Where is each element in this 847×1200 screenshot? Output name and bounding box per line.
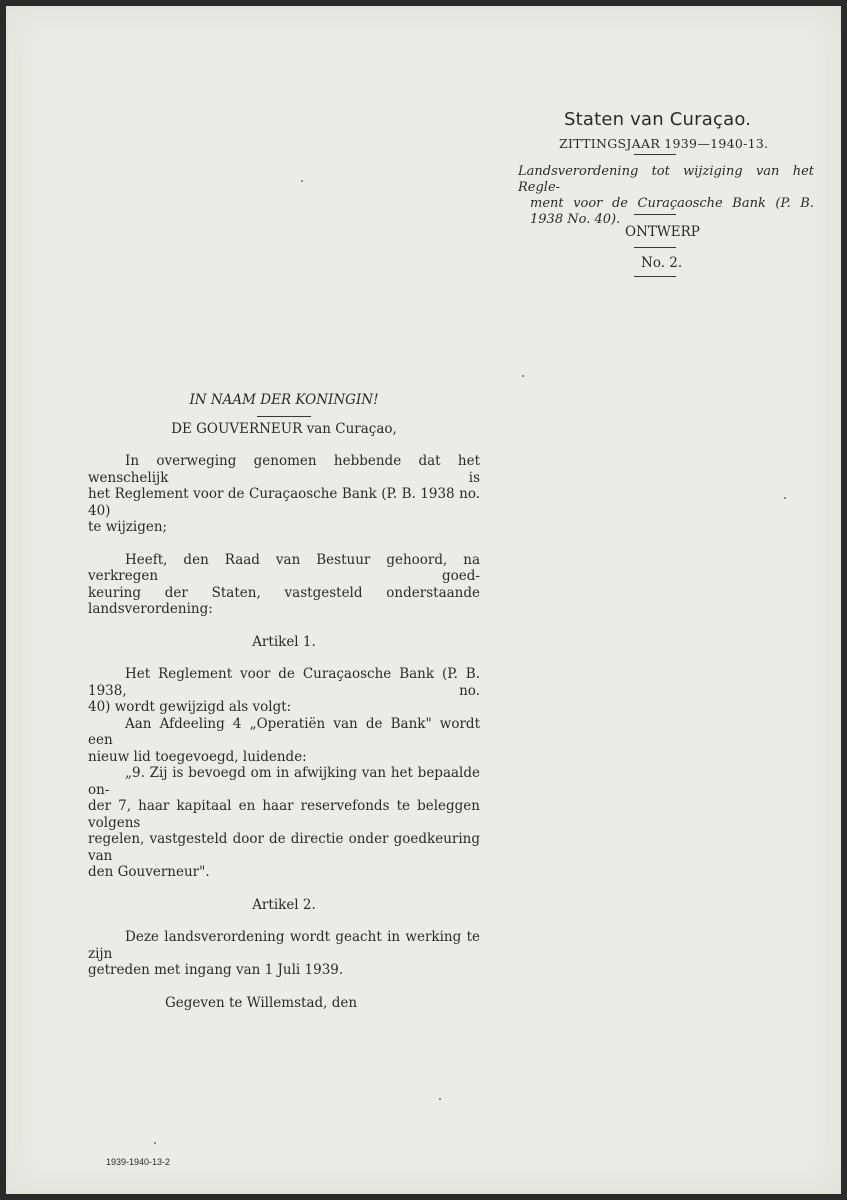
considering-paragraph: In overweging genomen hebbende dat het wenschelijk is het Reglement voor de Curaçaosche Bank (P. B. 1938 no. 40) te wijzigen; [88,453,480,535]
paper-speck [154,1142,156,1144]
divider [634,214,676,215]
paper-speck [439,1098,441,1100]
document-title: Staten van Curaçao. [564,109,752,130]
governor-line: DE GOUVERNEUR van Curaçao, [171,420,397,437]
draft-number: No. 2. [641,255,683,271]
article-2-title: Artikel 2. [252,896,316,913]
subject-heading [518,164,814,228]
print-code: 1939-1940-13-2 [106,1157,171,1167]
subject-line: 1938 No. 40). [530,212,621,227]
divider [634,247,676,248]
decree-text [88,392,480,1011]
article-1-title: Artikel 1. [252,633,316,650]
document-page [6,6,841,1194]
divider [634,276,676,277]
divider [257,416,311,417]
subject-line: ment voor de Curaçaosche Bank (P. B. [530,196,814,211]
decree-paragraph: Heeft, den Raad van Bestuur gehoord, na verkregen goed- keuring der Staten, vastgesteld onderstaande landsverordening: [88,551,480,617]
paper-speck [301,180,303,182]
session-year: ZITTINGSJAAR 1939—1940-13. [559,136,769,151]
article-2-text: Deze landsverordening wordt geacht in werking te zijn getreden met ingang van 1 Juli 1939. [88,929,480,978]
draft-label: ONTWERP [625,224,700,240]
invocation: IN NAAM DER KONINGIN! [189,392,379,408]
divider [634,154,676,155]
closing-line: Gegeven te Willemstad, den [165,994,358,1011]
paper-speck [784,497,786,499]
subject-line: Landsverordening tot wijziging van het Regle- [518,164,814,195]
article-1-text: Het Reglement voor de Curaçaosche Bank (P. B. 1938, no. 40) wordt gewijzigd als volgt: Aan Afdeeling 4 „Operatiën van de Bank" wordt een nieuw lid toegevoegd, luidende: „9. Zij is bevoegd om in afwijking van het bepaalde on- der 7, haar kapitaal en haar reservefonds te beleggen volgens regelen, vastgesteld door de directie onder goedkeuring van den Gouverneur". [88,666,480,880]
paper-speck [522,375,524,377]
